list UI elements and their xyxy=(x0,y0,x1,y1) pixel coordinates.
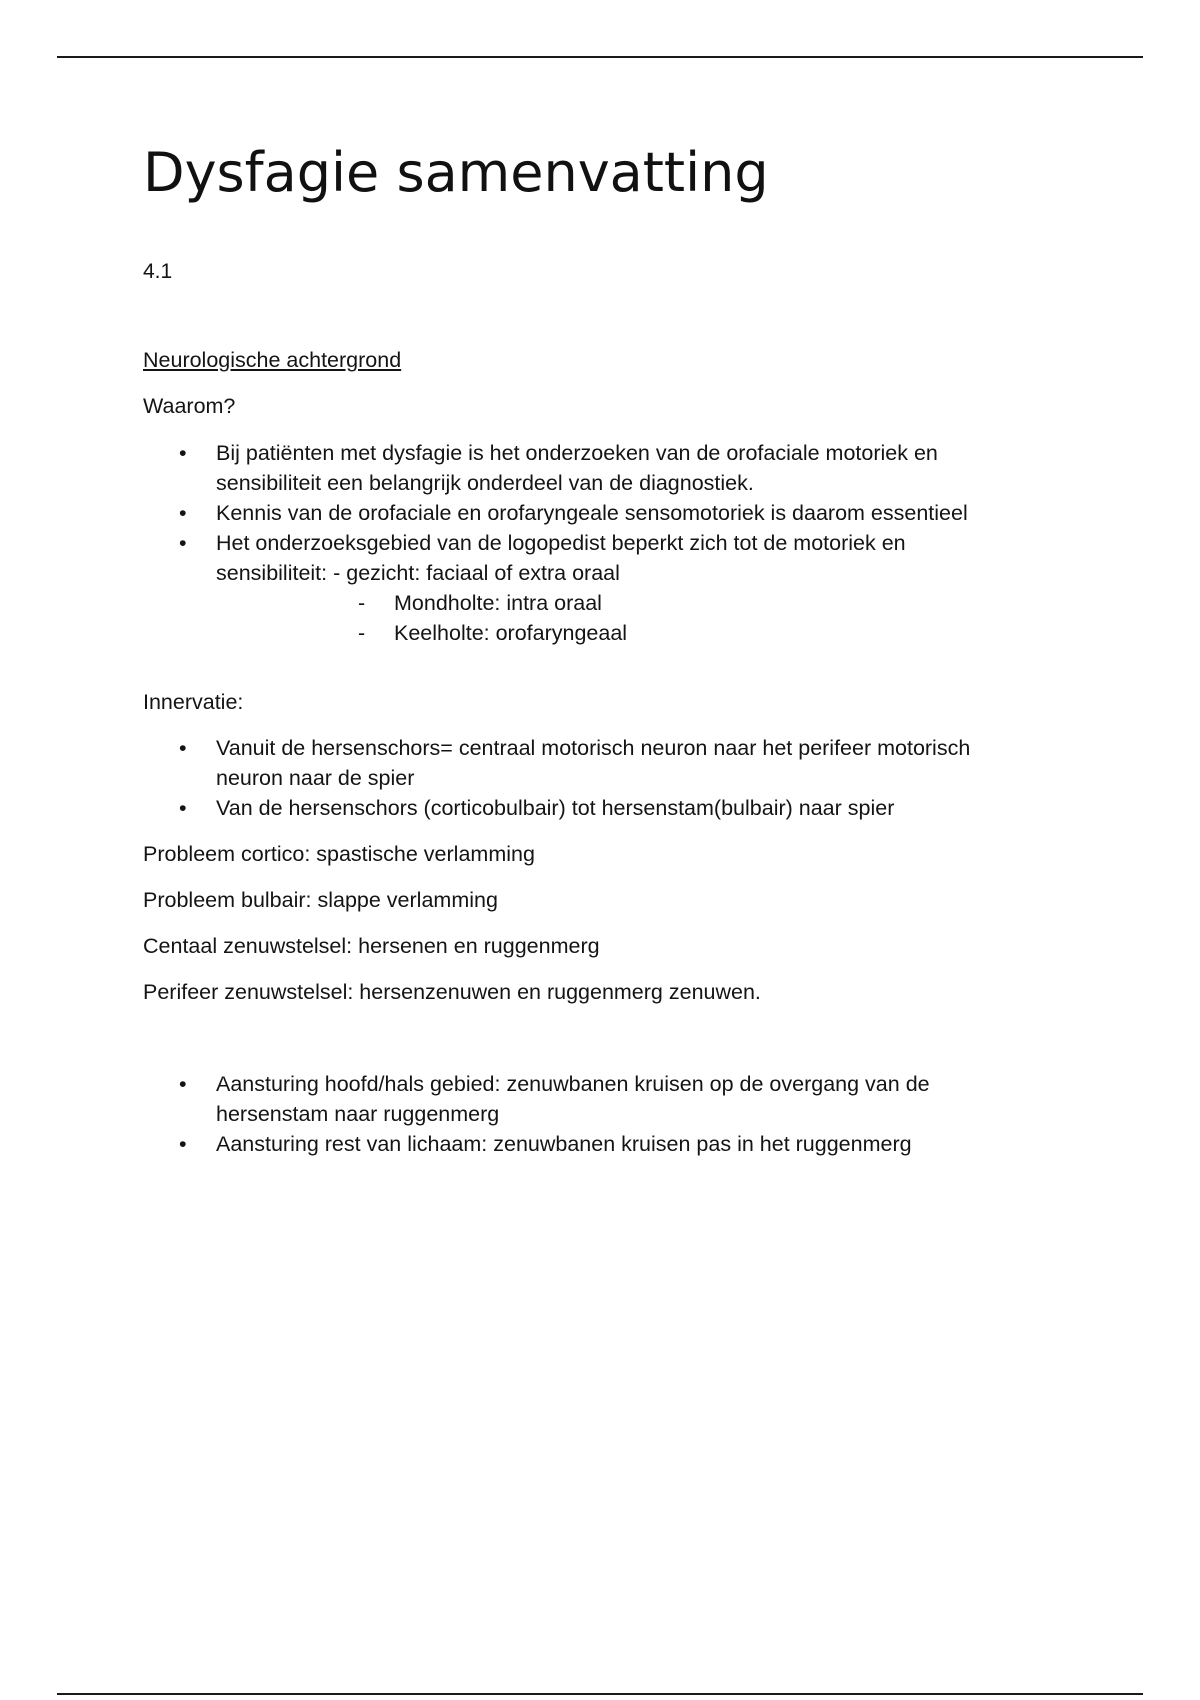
list-item xyxy=(143,528,1043,648)
sub-list-item xyxy=(216,588,1043,618)
list-item xyxy=(143,733,1043,793)
statement: Probleem cortico: spastische verlamming xyxy=(143,842,535,866)
list-item-text: Aansturing rest van lichaam: zenuwbanen kruisen pas in het ruggenmerg xyxy=(216,1132,912,1156)
bullet-icon: • xyxy=(179,501,187,525)
list-item-text: Aansturing hoofd/hals gebied: zenuwbanen kruisen op de overgang van de hersenstam naar ruggenmerg xyxy=(216,1072,930,1126)
aansturing-list xyxy=(143,1069,1043,1159)
list-item xyxy=(143,793,1043,823)
header-rule xyxy=(57,56,1143,58)
waarom-list xyxy=(143,438,1043,648)
statement: Probleem bulbair: slappe verlamming xyxy=(143,888,498,912)
document-body xyxy=(143,140,1043,1156)
waarom-label: Waarom? xyxy=(143,394,236,418)
bullet-icon: • xyxy=(179,531,187,555)
document-title: Dysfagie samenvatting xyxy=(143,141,769,204)
footer-rule xyxy=(57,1693,1143,1695)
list-item-text: Van de hersenschors (corticobulbair) tot hersenstam(bulbair) naar spier xyxy=(216,796,895,820)
sub-list-item xyxy=(216,618,1043,648)
list-item xyxy=(143,1129,1043,1159)
statement: Perifeer zenuwstelsel: hersenzenuwen en ruggenmerg zenuwen. xyxy=(143,980,761,1004)
sub-list-item-text: Keelholte: orofaryngeaal xyxy=(394,621,628,645)
bullet-icon: • xyxy=(179,736,187,760)
list-item xyxy=(143,438,1043,498)
list-item-text: Kennis van de orofaciale en orofaryngeale sensomotoriek is daarom essentieel xyxy=(216,501,968,525)
bullet-icon: • xyxy=(179,1072,187,1096)
dash-icon: - xyxy=(358,621,366,645)
bullet-icon: • xyxy=(179,441,187,465)
subheading: Neurologische achtergrond xyxy=(143,348,402,372)
innervatie-label: Innervatie: xyxy=(143,690,244,714)
list-item xyxy=(143,1069,1043,1129)
list-item-text-continued: sensibiliteit: - gezicht: faciaal of extra oraal xyxy=(216,561,620,585)
bullet-icon: • xyxy=(179,1132,187,1156)
statement: Centaal zenuwstelsel: hersenen en ruggenmerg xyxy=(143,934,600,958)
list-item-text: Bij patiënten met dysfagie is het onderzoeken van de orofaciale motoriek en sensibiliteit een belangrijk onderdeel van de diagnostiek. xyxy=(216,441,938,495)
dash-icon: - xyxy=(358,591,366,615)
sub-list-item-text: Mondholte: intra oraal xyxy=(394,591,602,615)
list-item-text: Vanuit de hersenschors= centraal motorisch neuron naar het perifeer motorisch neuron naar de spier xyxy=(216,736,971,790)
list-item xyxy=(143,498,1043,528)
bullet-icon: • xyxy=(179,796,187,820)
innervatie-list xyxy=(143,733,1043,823)
section-number: 4.1 xyxy=(143,260,173,283)
list-item-text: Het onderzoeksgebied van de logopedist beperkt zich tot de motoriek en xyxy=(216,531,906,555)
